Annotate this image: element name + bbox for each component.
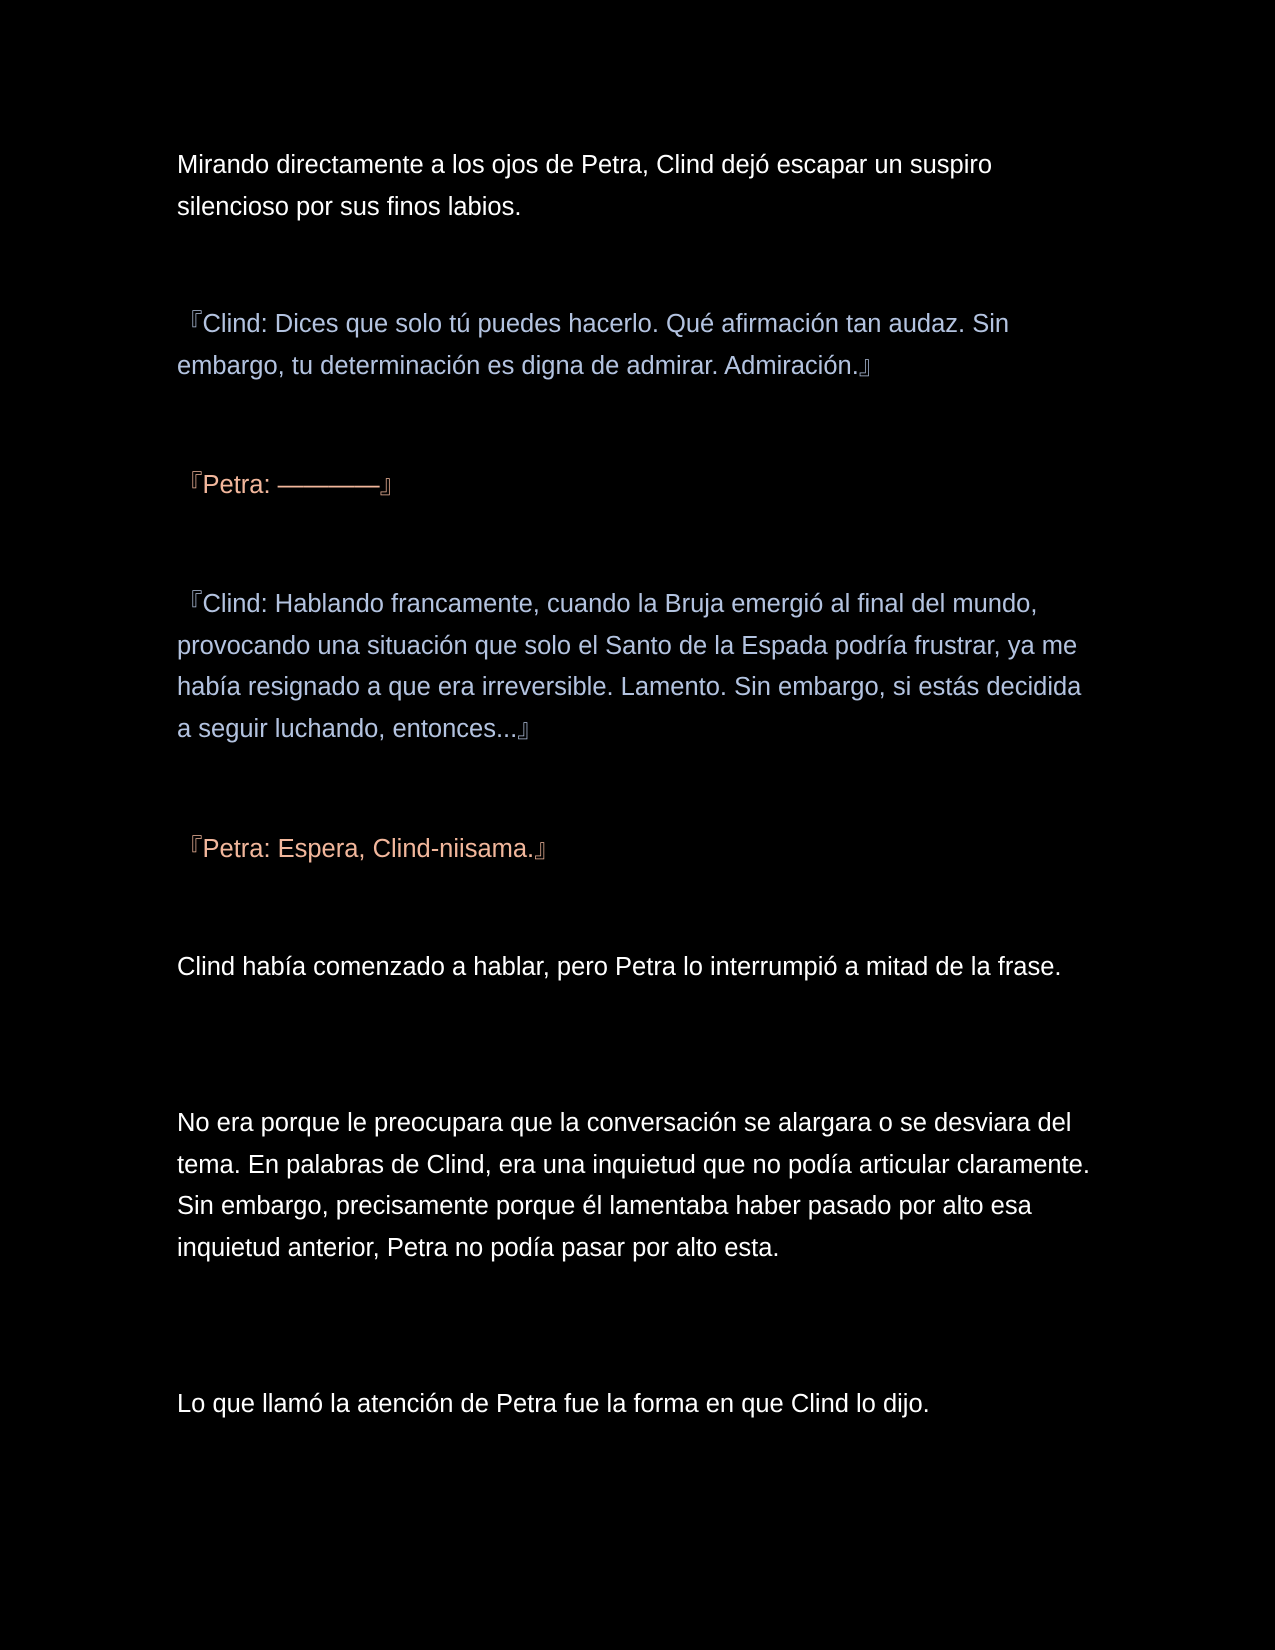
narration-paragraph: Clind había comenzado a hablar, pero Petra lo interrumpió a mitad de la frase. (177, 953, 1062, 981)
clind-dialogue: 『Clind: Dices que solo tú puedes hacerlo. Qué afirmación tan audaz. Sin embargo, tu determinación es digna de admirar. Admiración.』 (177, 310, 1010, 380)
narration-paragraph: Mirando directamente a los ojos de Petra, Clind dejó escapar un suspiro silencioso por sus finos labios. (177, 151, 993, 221)
petra-dialogue: 『Petra: ————』 (177, 471, 406, 499)
clind-dialogue: 『Clind: Hablando francamente, cuando la Bruja emergió al final del mundo, provocando una situación que solo el Santo de la Espada podría frustrar, ya me había resignado a que era irreversible. Lamento. Sin embargo, si estás decidida a seguir luchando, entonces...』 (177, 590, 1082, 743)
document-page (177, 0, 1102, 1650)
petra-dialogue: 『Petra: Espera, Clind-niisama.』 (177, 835, 560, 863)
narration-paragraph: Lo que llamó la atención de Petra fue la forma en que Clind lo dijo. (177, 1390, 930, 1418)
narration-paragraph: No era porque le preocupara que la conversación se alargara o se desviara del tema. En palabras de Clind, era una inquietud que no podía articular claramente. Sin embargo, precisamente porque él lamentaba haber pasado por alto esa inquietud anterior, Petra no podía pasar por alto esta. (177, 1109, 1090, 1262)
